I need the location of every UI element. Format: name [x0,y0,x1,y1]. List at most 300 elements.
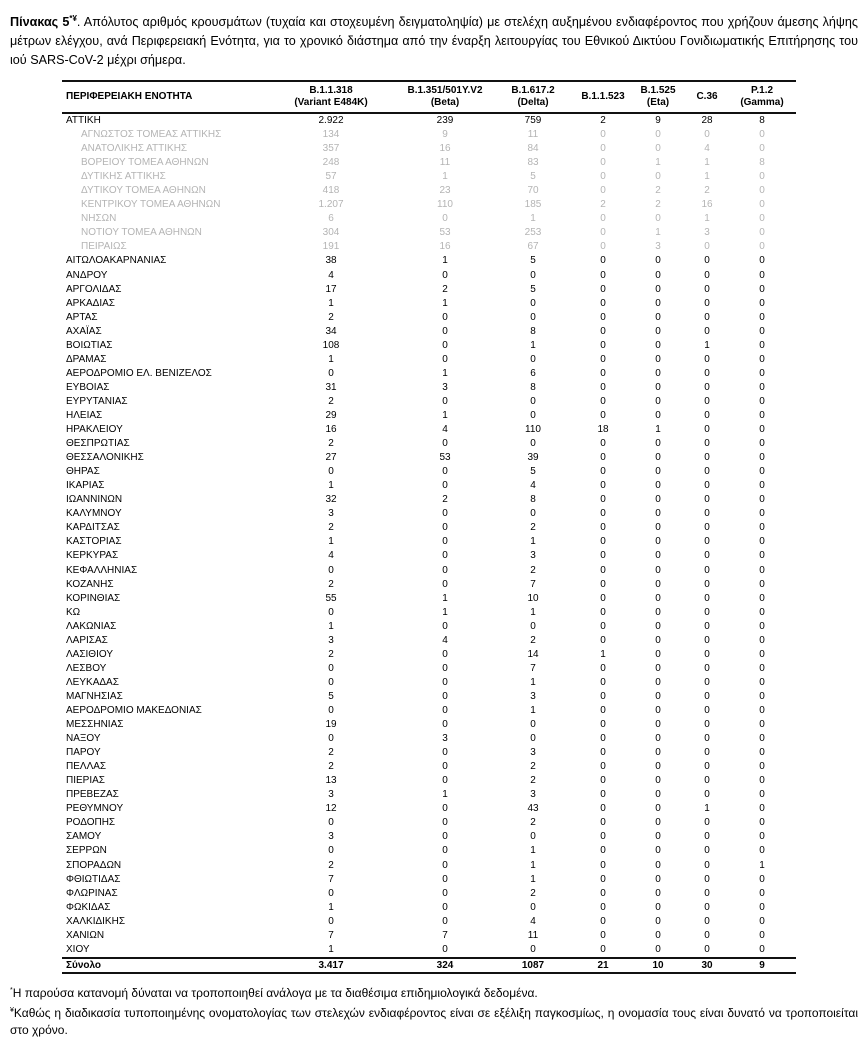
case-count: 0 [655,129,661,141]
case-count: 0 [759,873,765,885]
case-count: 3 [704,227,710,239]
case-count: 0 [600,915,606,927]
variants-table [62,80,796,974]
case-count: 0 [704,690,710,702]
region-name: ΑΤΤΙΚΗ [66,115,101,127]
case-count: 0 [759,690,765,702]
case-count: 0 [600,775,606,787]
case-count: 0 [704,676,710,688]
table-row [62,564,796,578]
case-count: 0 [704,395,710,407]
case-count: 0 [704,283,710,295]
case-count: 0 [759,761,765,773]
table-row [62,816,796,830]
case-count: 0 [600,789,606,801]
total-row [62,958,796,973]
table-caption [10,9,858,70]
case-count: 0 [759,283,765,295]
case-count: 0 [704,775,710,787]
region-name: ΚΑΡΔΙΤΣΑΣ [66,522,120,534]
case-count: 0 [442,395,448,407]
case-count: 0 [759,676,765,688]
case-count: 3 [530,550,536,562]
table-subrow [62,128,796,142]
case-count: 0 [704,943,710,955]
table-row [62,929,796,943]
case-count: 1 [328,297,334,309]
case-count: 0 [600,395,606,407]
case-count: 0 [704,662,710,674]
case-count: 0 [655,536,661,548]
case-count: 1 [530,536,536,548]
case-count: 5 [530,171,536,183]
region-name: ΑΝΑΤΟΛΙΚΗΣ ΑΤΤΙΚΗΣ [81,143,188,155]
header-variant: P.1.2 (Gamma) [740,85,784,108]
region-name: ΠΑΡΟΥ [66,747,101,759]
case-count: 1 [328,536,334,548]
case-count: 1 [530,339,536,351]
case-count: 0 [759,171,765,183]
region-name: ΗΡΑΚΛΕΙΟΥ [66,424,123,436]
case-count: 0 [442,325,448,337]
case-count: 1 [442,789,448,801]
table-row [62,325,796,339]
table-row [62,479,796,493]
case-count: 1 [704,803,710,815]
case-count: 0 [655,325,661,337]
case-count: 0 [759,480,765,492]
case-count: 1 [442,410,448,421]
region-name: ΡΕΘΥΜΝΟΥ [66,803,124,815]
case-count: 16 [701,199,713,211]
case-count: 18 [597,424,609,436]
table-row [62,395,796,409]
case-count: 0 [328,845,334,857]
case-count: 0 [759,733,765,745]
case-count: 0 [655,901,661,913]
case-count: 0 [655,592,661,604]
table-row [62,788,796,802]
case-count: 0 [442,536,448,548]
case-count: 0 [759,241,765,253]
region-name: ΛΑΣΙΘΙΟΥ [66,648,113,660]
case-count: 0 [600,438,606,450]
case-count: 0 [759,213,765,225]
case-count: 0 [655,676,661,688]
case-count: 0 [759,789,765,801]
region-name: ΝΟΤΙΟΥ ΤΟΜΕΑ ΑΘΗΝΩΝ [81,227,202,239]
footnote-1: *Η παρούσα κατανομή δύναται να τροποποιηθεί ανάλογα με τα διαθέσιμα επιδημιολογικά δεδομένα. [10,986,538,1000]
case-count: 110 [525,424,541,436]
region-name: ΦΩΚΙΔΑΣ [66,901,111,913]
case-count: 1 [442,606,448,618]
case-count: 0 [704,606,710,618]
case-count: 0 [655,733,661,745]
case-count: 0 [600,831,606,843]
case-count: 1 [442,592,448,604]
region-name: ΑΕΡΟΔΡΟΜΙΟ ΕΛ. ΒΕΝΙΖΕΛΟΣ [66,367,212,379]
case-count: 0 [655,269,661,281]
case-count: 0 [442,620,448,632]
case-count: 0 [442,662,448,674]
case-count: 0 [759,831,765,843]
case-count: 0 [759,536,765,548]
case-count: 0 [442,648,448,660]
case-count: 0 [600,367,606,379]
case-count: 0 [442,803,448,815]
case-count: 0 [328,466,334,478]
case-count: 1 [530,213,536,225]
case-count: 3 [328,508,334,520]
case-count: 55 [325,592,337,604]
case-count: 70 [527,185,539,197]
case-count: 2 [530,775,536,787]
case-count: 0 [442,761,448,773]
case-count: 0 [655,620,661,632]
case-count: 1 [655,157,661,169]
case-count: 0 [530,353,536,365]
region-name: ΠΡΕΒΕΖΑΣ [66,789,119,801]
table-row [62,844,796,858]
region-name: ΦΛΩΡΙΝΑΣ [66,887,118,899]
case-count: 110 [437,199,453,211]
case-count: 0 [442,817,448,829]
case-count: 0 [600,283,606,295]
case-count: 0 [600,704,606,716]
case-count: 27 [325,452,337,464]
case-count: 0 [655,564,661,576]
case-count: 759 [524,115,542,127]
case-count: 0 [759,719,765,731]
table-row [62,521,796,535]
case-count: 0 [759,381,765,393]
case-count: 0 [600,255,606,267]
case-count: 12 [325,803,337,815]
region-name: ΛΑΡΙΣΑΣ [66,634,108,646]
case-count: 0 [600,943,606,955]
case-count: 6 [530,367,536,379]
case-count: 0 [600,311,606,323]
case-count: 0 [759,634,765,646]
caption-label: Πίνακας 5*¥ [10,14,77,30]
table-row [62,592,796,606]
case-count: 0 [759,367,765,379]
case-count: 11 [527,929,539,941]
case-count: 0 [600,410,606,421]
region-name: ΜΑΓΝΗΣΙΑΣ [66,690,123,702]
table-row [62,437,796,451]
region-name: ΝΑΞΟΥ [66,733,101,745]
case-count: 0 [600,578,606,590]
case-count: 0 [759,269,765,281]
case-count: 2 [442,283,448,295]
case-count: 0 [600,747,606,759]
case-count: 3 [328,831,334,843]
case-count: 0 [655,410,661,421]
case-count: 1 [328,620,334,632]
case-count: 0 [759,578,765,590]
case-count: 0 [759,395,765,407]
case-count: 0 [655,508,661,520]
case-count: 34 [325,325,337,337]
case-count: 8 [759,115,765,127]
case-count: 0 [442,887,448,899]
case-count: 0 [655,395,661,407]
case-count: 0 [600,241,606,253]
case-count: 0 [704,733,710,745]
case-count: 0 [759,592,765,604]
case-count: 4 [530,915,536,927]
region-name: ΑΙΤΩΛΟΑΚΑΡΝΑΝΙΑΣ [66,255,167,267]
case-count: 0 [759,915,765,927]
case-count: 19 [325,719,337,731]
case-count: 108 [322,339,340,351]
case-count: 4 [442,424,448,436]
case-count: 0 [704,648,710,660]
case-count: 0 [442,901,448,913]
case-count: 239 [436,115,454,127]
case-count: 3 [328,789,334,801]
case-count: 0 [759,452,765,464]
table-subrow [62,170,796,184]
case-count: 4 [328,550,334,562]
table-row [62,465,796,479]
case-count: 0 [600,213,606,225]
region-name: ΣΑΜΟΥ [66,831,102,843]
case-count: 0 [759,648,765,660]
total-count: 21 [597,959,609,971]
case-count: 0 [704,887,710,899]
case-count: 2 [328,395,334,407]
case-count: 2 [442,494,448,506]
table-body [62,113,796,973]
case-count: 4 [530,480,536,492]
table-row [62,760,796,774]
table-row [62,367,796,381]
case-count: 0 [530,410,536,421]
case-count: 57 [325,171,337,183]
case-count: 0 [530,831,536,843]
case-count: 5 [328,690,334,702]
case-count: 7 [328,873,334,885]
case-count: 0 [600,185,606,197]
case-count: 0 [442,466,448,478]
case-count: 0 [530,311,536,323]
case-count: 67 [527,241,539,253]
case-count: 0 [655,466,661,478]
case-count: 3 [530,789,536,801]
case-count: 0 [704,536,710,548]
case-count: 0 [704,438,710,450]
case-count: 0 [759,438,765,450]
case-count: 2 [328,761,334,773]
table-row [62,732,796,746]
region-name: ΕΥΡΥΤΑΝΙΑΣ [66,395,128,407]
case-count: 0 [759,227,765,239]
case-count: 0 [600,325,606,337]
case-count: 0 [600,452,606,464]
case-count: 0 [600,634,606,646]
table-row [62,662,796,676]
case-count: 1 [704,157,710,169]
table-row [62,353,796,367]
case-count: 0 [655,775,661,787]
case-count: 1 [442,367,448,379]
case-count: 0 [530,269,536,281]
case-count: 0 [704,522,710,534]
table-row [62,746,796,760]
case-count: 357 [322,143,340,155]
case-count: 1 [328,353,334,365]
case-count: 0 [704,297,710,309]
case-count: 418 [322,185,340,197]
case-count: 0 [759,311,765,323]
case-count: 0 [655,789,661,801]
table-subrow [62,198,796,212]
case-count: 0 [704,452,710,464]
header-region: ΠΕΡΙΦΕΡΕΙΑΚΗ ΕΝΟΤΗΤΑ [66,91,193,102]
case-count: 5 [530,466,536,478]
case-count: 16 [439,143,451,155]
case-count: 1 [442,297,448,309]
region-name: ΡΟΔΟΠΗΣ [66,817,116,829]
table-row [62,339,796,353]
case-count: 0 [704,410,710,421]
case-count: 0 [600,901,606,913]
case-count: 0 [600,606,606,618]
case-count: 0 [704,592,710,604]
case-count: 0 [655,283,661,295]
case-count: 0 [704,241,710,253]
case-count: 0 [655,662,661,674]
case-count: 0 [530,943,536,955]
case-count: 0 [530,719,536,731]
case-count: 0 [600,522,606,534]
case-count: 0 [704,381,710,393]
region-name: ΧΑΛΚΙΔΙΚΗΣ [66,915,125,927]
region-name: ΑΓΝΩΣΤΟΣ ΤΟΜΕΑΣ ΑΤΤΙΚΗΣ [81,129,222,141]
header-variant: B.1.617.2 (Delta) [511,85,555,108]
case-count: 1 [704,171,710,183]
table-row [62,648,796,662]
case-count: 0 [704,255,710,267]
case-count: 0 [600,129,606,141]
case-count: 0 [600,550,606,562]
region-name: ΘΗΡΑΣ [66,466,100,478]
case-count: 0 [600,269,606,281]
case-count: 0 [759,943,765,955]
case-count: 2 [328,859,334,871]
table-row [62,493,796,507]
case-count: 0 [600,719,606,731]
case-count: 1 [600,648,606,660]
table-row [62,451,796,465]
case-count: 1 [328,943,334,955]
case-count: 0 [442,339,448,351]
region-name: ΒΟΡΕΙΟΥ ΤΟΜΕΑ ΑΘΗΝΩΝ [81,157,209,169]
case-count: 3 [530,690,536,702]
region-name: ΚΟΡΙΝΘΙΑΣ [66,592,121,604]
region-name: ΑΧΑΪΑΣ [66,325,102,337]
case-count: 1 [530,859,536,871]
case-count: 8 [530,381,536,393]
case-count: 0 [704,508,710,520]
case-count: 5 [530,255,536,267]
case-count: 0 [655,171,661,183]
total-count: 30 [701,959,713,971]
case-count: 7 [328,929,334,941]
case-count: 185 [524,199,542,211]
case-count: 0 [600,480,606,492]
case-count: 0 [442,480,448,492]
case-count: 0 [442,353,448,365]
case-count: 0 [704,325,710,337]
table-row [62,311,796,325]
case-count: 0 [442,915,448,927]
case-count: 0 [704,564,710,576]
caption-text: . Απόλυτος αριθμός κρουσμάτων (τυχαία και στοχευμένη δειγματοληψία) με στελέχη αυξημένου ενδιαφέροντος που χρήζουν άμεσης λήψης μέτρων ελέγχου, ανά Περιφερειακή Ενότητα, για το χρονικό διάστημα από την έναρξη λειτουργίας του Εθνικού Δικτύου Γονιδιωματικής Επιτήρησης του ιού SARS-CoV-2 μέχρι σήμερα. [10,15,858,68]
region-name: ΚΑΛΥΜΝΟΥ [66,508,122,520]
case-count: 0 [442,873,448,885]
case-count: 3 [442,733,448,745]
table-row [62,283,796,297]
region-name: ΛΕΣΒΟΥ [66,662,107,674]
case-count: 0 [655,634,661,646]
case-count: 2 [530,761,536,773]
case-count: 0 [442,943,448,955]
table-row [62,535,796,549]
case-count: 0 [655,929,661,941]
total-count: 10 [652,959,664,971]
case-count: 0 [655,522,661,534]
table-row [62,113,796,128]
case-count: 0 [655,494,661,506]
total-label: Σύνολο [66,959,102,971]
case-count: 0 [704,578,710,590]
case-count: 0 [759,775,765,787]
case-count: 0 [759,410,765,421]
table-subrow [62,142,796,156]
case-count: 0 [759,353,765,365]
case-count: 0 [442,690,448,702]
case-count: 0 [600,929,606,941]
header-variant: B.1.525 (Eta) [640,85,676,108]
case-count: 1 [655,424,661,436]
case-count: 2 [328,311,334,323]
case-count: 0 [759,466,765,478]
case-count: 0 [655,831,661,843]
region-name: ΑΡΤΑΣ [66,311,98,323]
case-count: 2 [600,115,606,127]
region-name: ΚΩ [66,606,81,618]
case-count: 4 [442,634,448,646]
case-count: 31 [325,381,337,393]
case-count: 0 [655,578,661,590]
table-row [62,901,796,915]
case-count: 9 [442,129,448,141]
case-count: 0 [704,353,710,365]
case-count: 0 [655,704,661,716]
case-count: 1 [530,845,536,857]
case-count: 0 [655,381,661,393]
case-count: 0 [759,929,765,941]
case-count: 0 [655,297,661,309]
region-name: ΚΑΣΤΟΡΙΑΣ [66,536,122,548]
case-count: 1.207 [318,199,344,211]
case-count: 0 [600,817,606,829]
case-count: 0 [759,803,765,815]
case-count: 0 [759,508,765,520]
